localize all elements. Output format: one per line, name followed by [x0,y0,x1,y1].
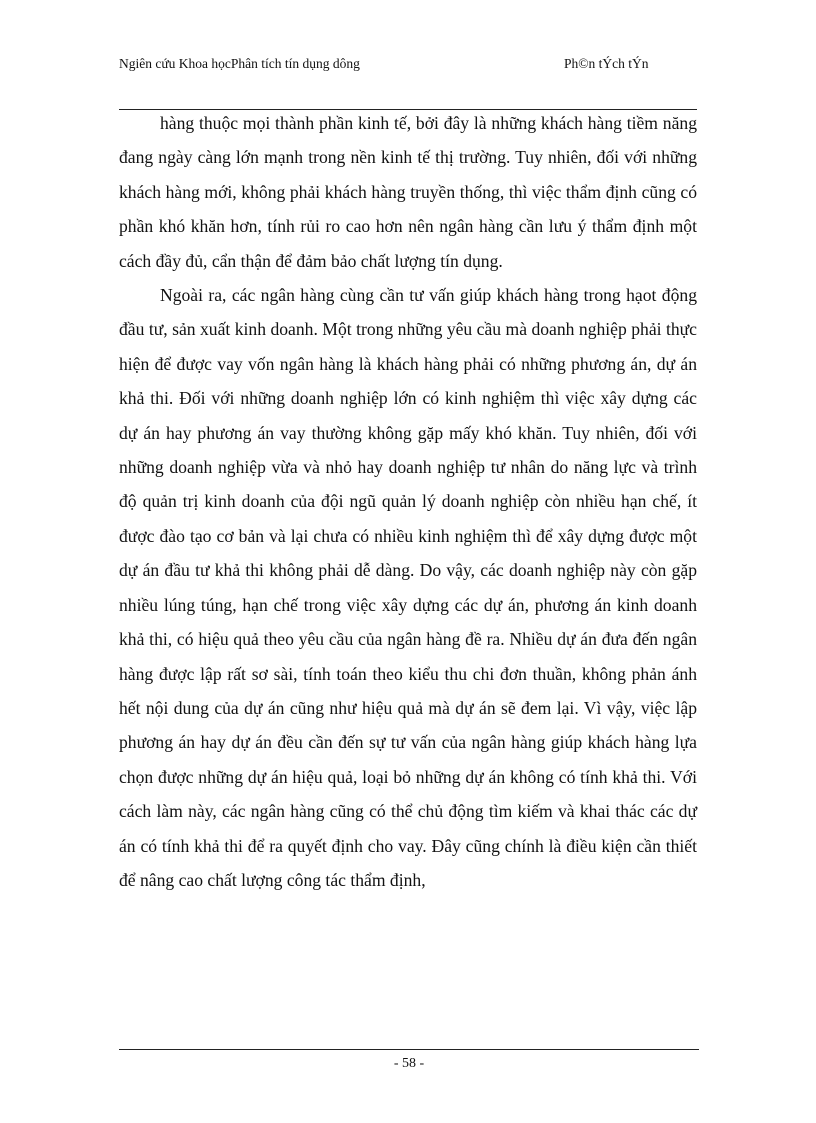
page-number: - 58 - [393,1056,425,1071]
header-document-title: Ngiên cứu Khoa họcPhân tích tín dụng dông [119,56,360,71]
page-header [119,54,699,110]
header-section-title: Ph©n tÝch tÝn [564,56,649,71]
footer-divider [119,1049,699,1050]
paragraph: Ngoài ra, các ngân hàng cùng cần tư vấn giúp khách hàng trong hạot động đầu tư, sản xuất kinh doanh. Một trong những yêu cầu mà doanh nghiệp phải thực hiện để được vay vốn ngân hàng là khách hàng phải có những phương án, dự án khả thi. Đối với những doanh nghiệp lớn có kinh nghiệm thì việc xây dựng các dự án hay phương án vay thường không gặp mấy khó khăn. Tuy nhiên, đối với những doanh nghiệp vừa và nhỏ hay doanh nghiệp tư nhân do năng lực và trình độ quản trị kinh doanh của đội ngũ quản lý doanh nghiệp còn nhiều hạn chế, ít được đào tạo cơ bản và lại chưa có nhiều kinh nghiệm thì để xây dựng được một dự án đầu tư khả thi không phải dễ dàng. Do vậy, các doanh nghiệp này còn gặp nhiều lúng túng, hạn chế trong việc xây dựng các dự án, phương án kinh doanh khả thi, có hiệu quả theo yêu cầu của ngân hàng đề ra. Nhiều dự án đưa đến ngân hàng được lập rất sơ sài, tính toán theo kiểu thu chi đơn thuần, không phản ánh hết nội dung của dự án cũng như hiệu quả mà dự án sẽ đem lại. Vì vậy, việc lập phương án hay dự án đều cần đến sự tư vấn của ngân hàng giúp khách hàng lựa chọn được những dự án hiệu quả, loại bỏ những dự án không có tính khả thi. Với cách làm này, các ngân hàng cũng có thể chủ động tìm kiếm và khai thác các dự án có tính khả thi để ra quyết định cho vay. Đây cũng chính là điều kiện cần thiết để nâng cao chất lượng công tác thẩm định, [119,285,697,890]
paragraph-continued: hàng thuộc mọi thành phần kinh tế, bởi đây là những khách hàng tiềm năng đang ngày càng lớn mạnh trong nền kinh tế thị trường. Tuy nhiên, đối với những khách hàng mới, không phải khách hàng truyền thống, thì việc thẩm định cũng có phần khó khăn hơn, tính rủi ro cao hơn nên ngân hàng cần lưu ý thẩm định một cách đầy đủ, cẩn thận để đảm bảo chất lượng tín dụng. [119,113,697,271]
body-text [119,106,697,897]
